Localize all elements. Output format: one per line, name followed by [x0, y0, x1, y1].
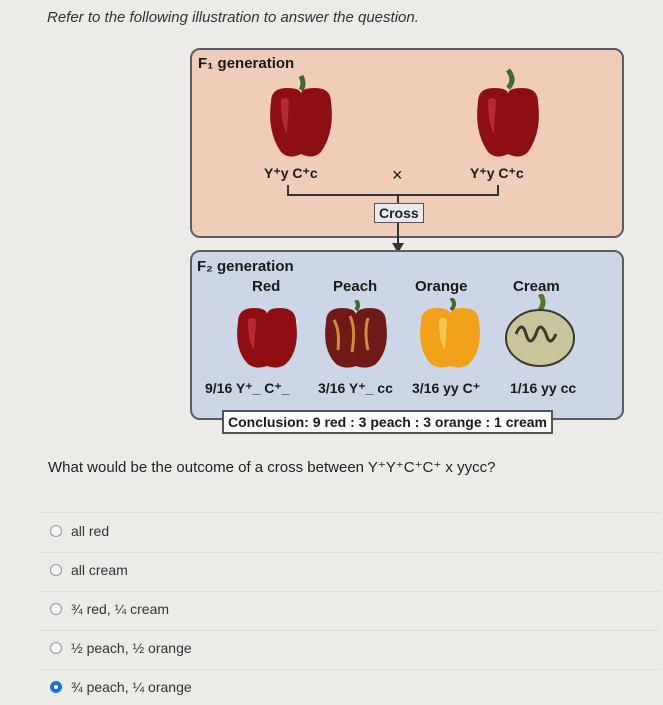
cross-label: Cross	[374, 203, 424, 223]
answer-option-all-red[interactable]	[50, 513, 610, 549]
radio-button[interactable]	[50, 642, 62, 654]
answer-option-peach-orange-half[interactable]	[50, 630, 610, 666]
peach-pepper-icon	[320, 300, 392, 372]
phenotype-red-label: Red	[252, 278, 281, 295]
phenotype-cream-label: Cream	[513, 278, 560, 295]
option-label: all red	[71, 523, 110, 539]
parent-right-genotype: Y⁺y C⁺c	[470, 165, 524, 181]
ratio-cream: 1/16 yy cc	[510, 380, 577, 396]
red-pepper-icon	[232, 300, 302, 372]
ratio-red: 9/16 Y⁺_ C⁺_	[205, 380, 290, 396]
ratio-orange: 3/16 yy C⁺	[412, 380, 481, 396]
option-label: all cream	[71, 562, 128, 578]
instruction-text: Refer to the following illustration to answer the question.	[47, 9, 419, 26]
conclusion-box: Conclusion: 9 red : 3 peach : 3 orange : 1 cream	[222, 410, 553, 434]
f1-title: F₁ generation	[198, 55, 295, 72]
answer-option-all-cream[interactable]	[50, 552, 610, 588]
radio-button[interactable]	[50, 564, 62, 576]
option-label: ½ peach, ½ orange	[71, 640, 192, 656]
question-text: What would be the outcome of a cross between Y⁺Y⁺C⁺C⁺ x yycc?	[48, 459, 496, 476]
red-pepper-icon	[263, 72, 339, 160]
orange-pepper-icon	[415, 298, 485, 372]
radio-button-selected[interactable]	[50, 681, 62, 693]
option-label: ¾ red, ¼ cream	[71, 601, 170, 617]
f2-title: F₂ generation	[197, 258, 294, 275]
cross-symbol: ×	[392, 165, 403, 185]
ratio-peach: 3/16 Y⁺_ cc	[318, 380, 393, 396]
radio-button[interactable]	[50, 525, 62, 537]
radio-button[interactable]	[50, 603, 62, 615]
option-label: ¾ peach, ¼ orange	[71, 679, 192, 695]
red-pepper-icon	[470, 68, 546, 160]
parent-left-genotype: Y⁺y C⁺c	[264, 165, 318, 181]
phenotype-orange-label: Orange	[415, 278, 468, 295]
answer-option-red-cream[interactable]	[50, 591, 610, 627]
phenotype-peach-label: Peach	[333, 278, 378, 295]
cream-pepper-icon	[502, 294, 578, 370]
